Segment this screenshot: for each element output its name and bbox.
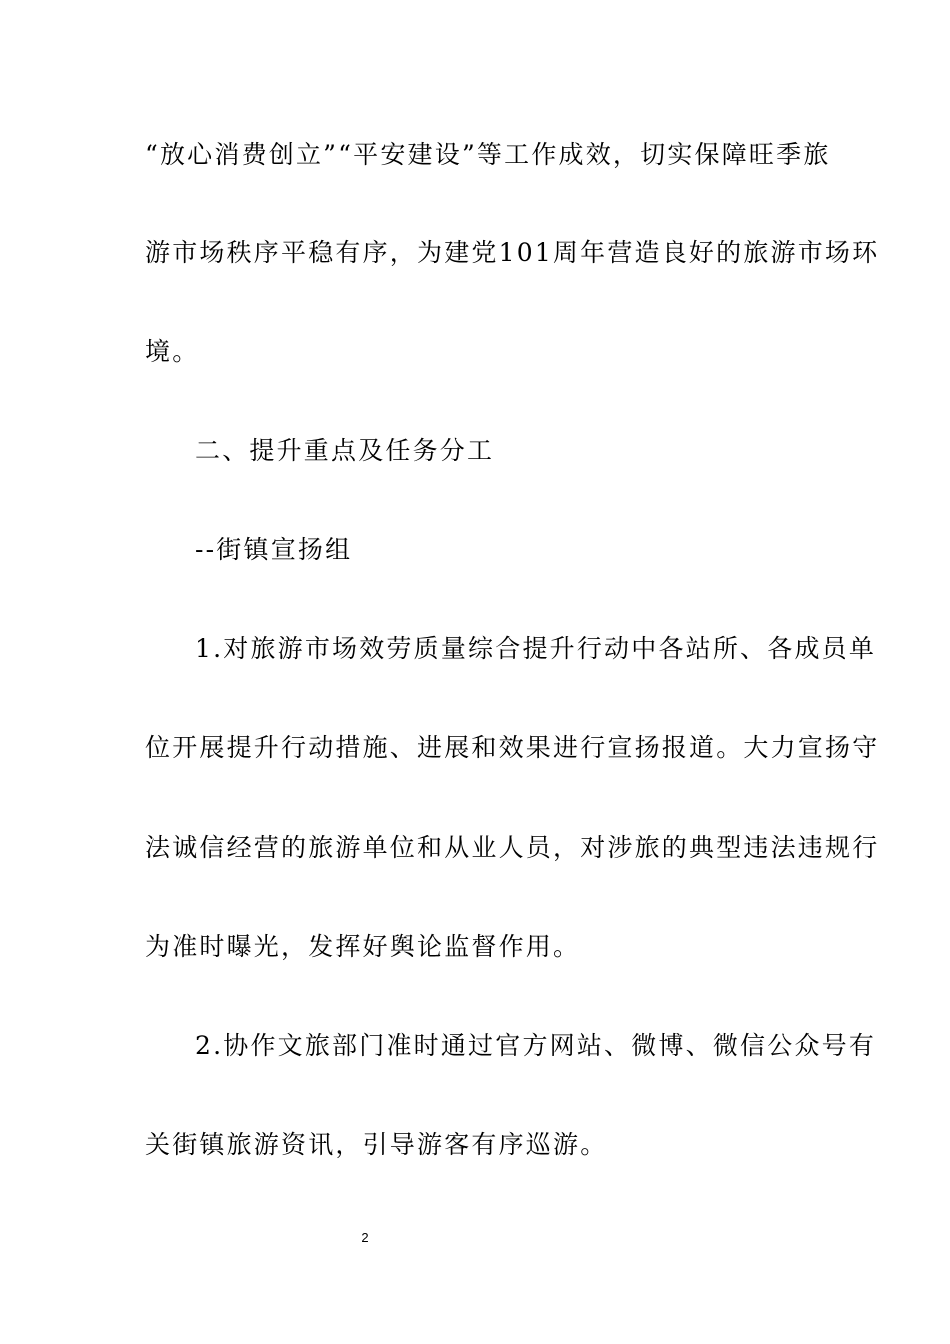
body-text-line: 2.协作文旅部门准时通过官方网站、微博、微信公众号有 <box>195 1031 877 1060</box>
section-heading: 二、提升重点及任务分工 <box>195 436 495 465</box>
page-number: 2 <box>361 1230 369 1245</box>
subsection-heading: --街镇宣扬组 <box>195 535 353 564</box>
body-text-line: 位开展提升行动措施、进展和效果进行宣扬报道。大力宣扬守 <box>145 733 880 762</box>
body-text-line: 境。 <box>145 337 200 366</box>
body-text-line: 游市场秩序平稳有序，为建党101周年营造良好的旅游市场环 <box>145 238 880 267</box>
body-text-line: “放心消费创立”“平安建设”等工作成效，切实保障旺季旅 <box>145 140 831 169</box>
body-text-line: 关街镇旅游资讯，引导游客有序巡游。 <box>145 1130 608 1159</box>
body-text-line: 法诚信经营的旅游单位和从业人员，对涉旅的典型违法违规行 <box>145 833 880 862</box>
body-text-line: 为准时曝光，发挥好舆论监督作用。 <box>145 932 581 961</box>
body-text-line: 1.对旅游市场效劳质量综合提升行动中各站所、各成员单 <box>195 634 877 663</box>
